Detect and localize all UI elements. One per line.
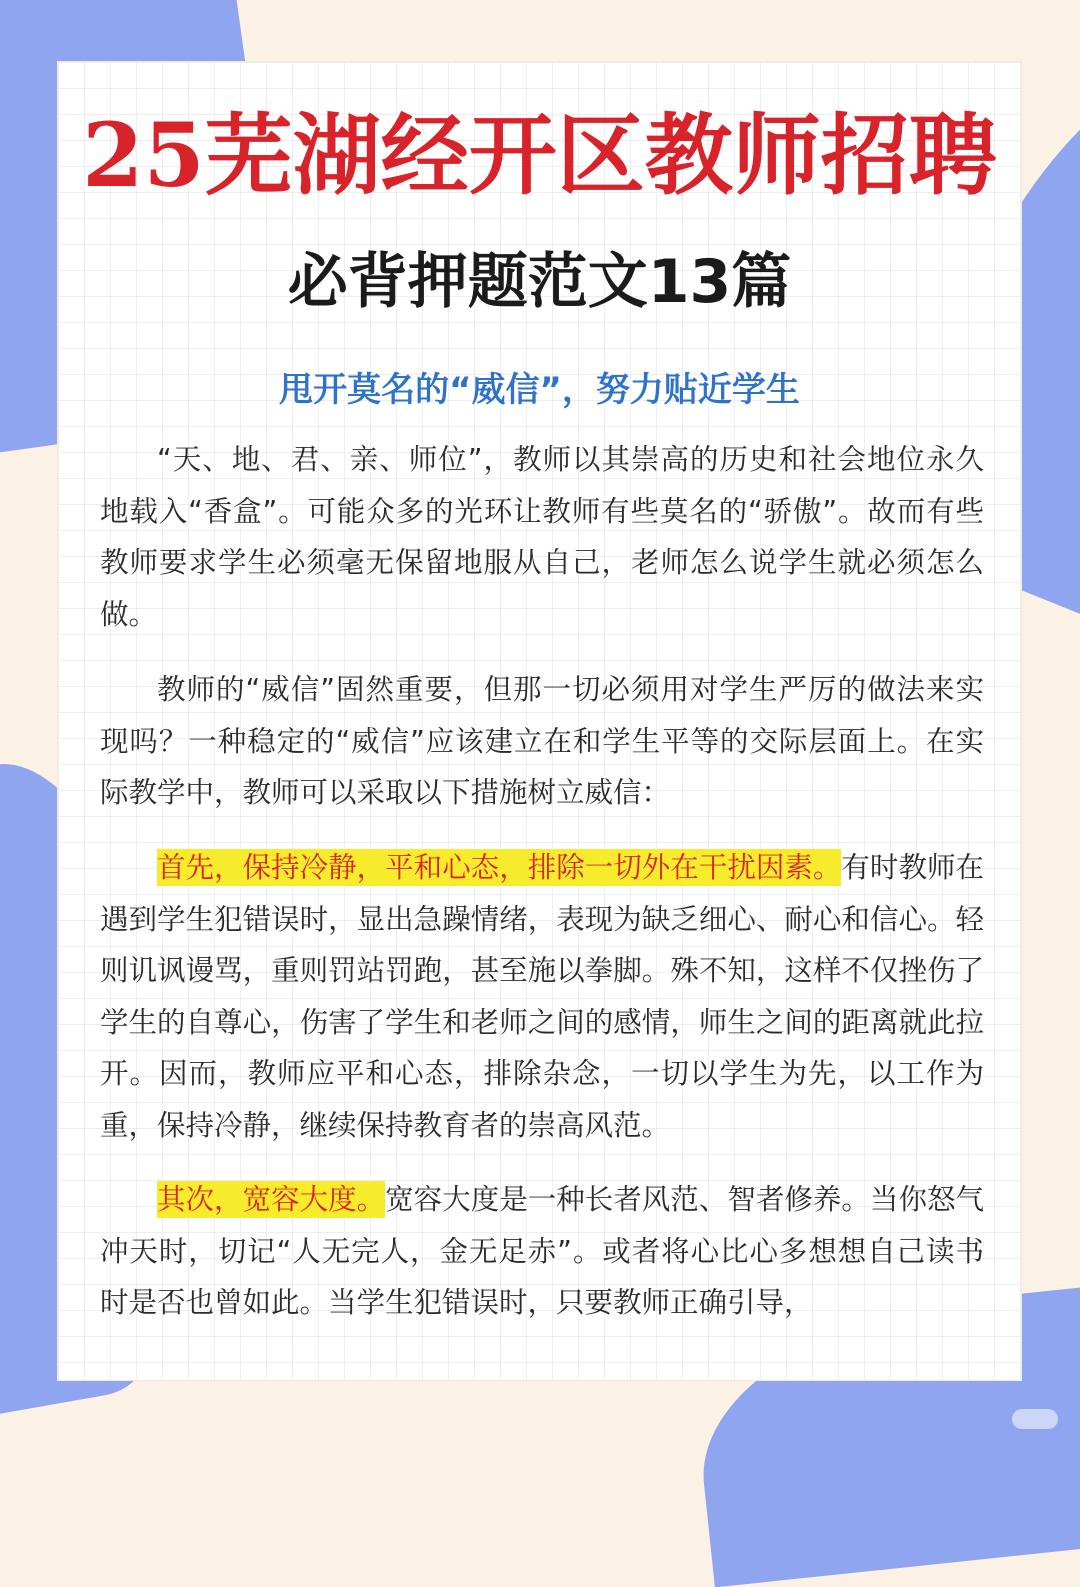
paragraph-1 — [100, 434, 984, 640]
grid-paper-card — [58, 62, 1021, 1380]
paragraph-1-text: “天、地、君、亲、师位”，教师以其崇高的历史和社会地位永久地载入“香盒”。可能众多的光环让教师有些莫名的“骄傲”。故而有些教师要求学生必须毫无保留地服从自己，老师怎么说学生就必须怎么做。 — [100, 443, 984, 631]
paragraph-3 — [100, 842, 984, 1151]
paragraph-4 — [100, 1174, 984, 1329]
paragraph-4-text: 宽容大度是一种长者风范、智者修养。当你怒气冲天时，切记“人无完人，金无足赤”。或者将心比心多想想自己读书时是否也曾如此。当学生犯错误时，只要教师正确引导， — [100, 1183, 984, 1319]
page-subtitle: 必背押题范文13篇 — [287, 247, 792, 317]
essay-heading: 甩开莫名的“威信”，努力贴近学生 — [279, 370, 800, 410]
paragraph-2 — [100, 664, 984, 819]
page-title: 25芜湖经开区教师招聘 — [82, 103, 997, 207]
watermark-badge — [1012, 1409, 1058, 1429]
paragraph-2-text: 教师的“威信”固然重要，但那一切必须用对学生严厉的做法来实现吗？一种稳定的“威信”应该建立在和学生平等的交际层面上。在实际教学中，教师可以采取以下措施树立威信： — [100, 673, 984, 809]
paragraph-3-text: 有时教师在遇到学生犯错误时，显出急躁情绪，表现为缺乏细心、耐心和信心。轻则讥讽谩骂，重则罚站罚跑，甚至施以拳脚。殊不知，这样不仅挫伤了学生的自尊心，伤害了学生和老师之间的感情，师生之间的距离就此拉开。因而，教师应平和心态，排除杂念，一切以学生为先，以工作为重，保持冷静，继续保持教育者的崇高风范。 — [100, 851, 984, 1142]
paragraph-3-highlight: 首先，保持冷静，平和心态，排除一切外在干扰因素。 — [157, 851, 842, 884]
paragraph-4-highlight: 其次，宽容大度。 — [157, 1183, 386, 1216]
